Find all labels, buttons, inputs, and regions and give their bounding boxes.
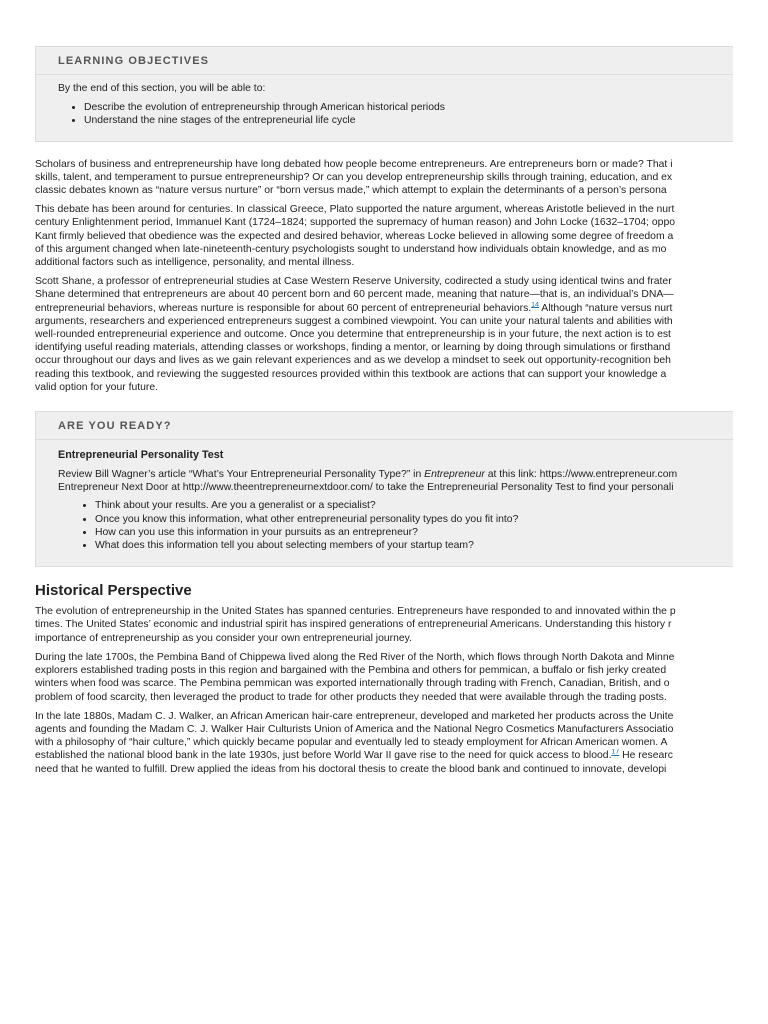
intro-paragraphs <box>35 158 733 394</box>
are-you-ready-instructions: Review Bill Wagner’s article “What’s Your Entrepreneurial Personality Type?” in Entrepreneur at this link: https://www.entrepreneur.com Entrepreneur Next Door at http://www.theentrepreneurnextdoor.com/ to take the Entrepreneurial Personality Test to find your personali <box>58 469 678 494</box>
section-heading: Historical Perspective <box>35 582 192 600</box>
list-item: • What does this information tell you about selecting members of your startup team? <box>95 539 733 552</box>
learning-objectives-list <box>58 101 733 127</box>
are-you-ready-list <box>58 499 733 552</box>
paragraph: The evolution of entrepreneurship in the United States has spanned centuries. Entrepreneurs have responded to and innovated within the p times. The United States’ economic and industrial spirit has inspired generations of entrepreneurial Americans. Understanding this history r importance of entrepreneurship as you consider your own entrepreneurial journey. <box>35 606 676 644</box>
list-item: • Once you know this information, what other entrepreneurial personality types do you fit into? <box>95 513 733 526</box>
learning-objectives-box <box>35 46 733 142</box>
list-item: • Think about your results. Are you a generalist or a specialist? <box>95 499 733 512</box>
list-item: • Describe the evolution of entrepreneurship through American historical periods <box>84 101 733 114</box>
footnote-link[interactable]: 17 <box>611 749 620 756</box>
are-you-ready-box <box>35 411 733 567</box>
paragraph: Scott Shane, a professor of entrepreneurial studies at Case Western Reserve University, codirected a study using identical twins and frater Shane determined that entrepreneurs are about 40 percent born and 60 percent made, meaning that nature—that is, an individual’s DNA— entrepreneurial behaviors, whereas nurture is responsible for about 60 percent of entrepreneurial behaviors.$^{14}$ Although “nature versus nurt arguments, researchers and experienced entrepreneurs suggest a combined viewpoint. You can unite your natural talents and abilities with well-rounded entrepreneurial experience and outcome. Once you determine that entrepreneurship is in your future, the next action is to est identifying useful reading materials, attending classes or workshops, finding a mentor, or learning by doing through simulations or firsthand occur throughout our days and lives as we gain relevant experiences and as we develop a mindset to seek out opportunity-recognition beh reading this textbook, and reviewing the suggested resources provided within this textbook are actions that can support your knowledge a valid option for your future. <box>35 276 674 393</box>
list-item: • Understand the nine stages of the entrepreneurial life cycle <box>84 114 733 127</box>
paragraph: This debate has been around for centuries. In classical Greece, Plato supported the nature argument, whereas Aristotle believed in the nurt century Enlightenment period, Immanuel Kant (1724–1824; supported the supremacy of human reason) and John Locke (1632–1704; oppo Kant firmly believed that obedience was the expected and desired behavior, whereas Locke believed in allowing some degree of freedom a of this argument changed when late-nineteenth-century psychologists sought to understand how individuals obtain knowledge, and as mo additional factors such as intelligence, personality, and mental illness. <box>35 204 676 269</box>
learning-objectives-title: LEARNING OBJECTIVES <box>36 47 733 75</box>
paragraph: During the late 1700s, the Pembina Band of Chippewa lived along the Red River of the North, which flows through North Dakota and Minne explorers established trading posts in this region and bargained with the Pembina and others for pemmican, a buffalo or fish jerky created winters when food was scarce. The Pembina pemmican was exported internationally through trading with French, Canadian, British, and o problem of food scarcity, then leveraged the product to trade for other products they needed that were available through the trading posts. <box>35 651 675 703</box>
list-item: • How can you use this information in your pursuits as an entrepreneur? <box>95 526 733 539</box>
paragraph: Scholars of business and entrepreneurship have long debated how people become entrepreneurs. Are entrepreneurs born or made? That i skills, talent, and temperament to pursue entrepreneurship? Or can you develop entrepreneurship skills through training, education, and ex classic debates known as “nature versus nurture” or “born versus made,” which attempt to explain the determinants of a person’s persona <box>35 158 673 197</box>
learning-objectives-body <box>36 75 733 141</box>
learning-objectives-intro: By the end of this section, you will be able to: <box>58 83 266 94</box>
footnote-link[interactable]: 14 <box>531 301 539 309</box>
historical-paragraphs <box>35 605 733 775</box>
content-column <box>35 46 733 776</box>
paragraph: In the late 1880s, Madam C. J. Walker, an African American hair-care entrepreneur, developed and marketed her products across the Unite agents and founding the Madam C. J. Walker Hair Culturists Union of America and the National Negro Cosmetics Manufacturers Associatio with a philosophy of “hair culture,” which quickly became popular and eventually led to steady employment for African American women. A established the national blood bank in the late 1930s, just before World War II gave rise to the need for quick access to blood.$^{17}$ He researc need that he wanted to fulfill. Drew applied the ideas from his doctoral thesis to create the blood bank and continued to innovate, developi <box>35 710 674 775</box>
are-you-ready-subtitle: Entrepreneurial Personality Test <box>58 449 224 462</box>
are-you-ready-title: ARE YOU READY? <box>36 412 733 440</box>
are-you-ready-body <box>36 440 733 566</box>
